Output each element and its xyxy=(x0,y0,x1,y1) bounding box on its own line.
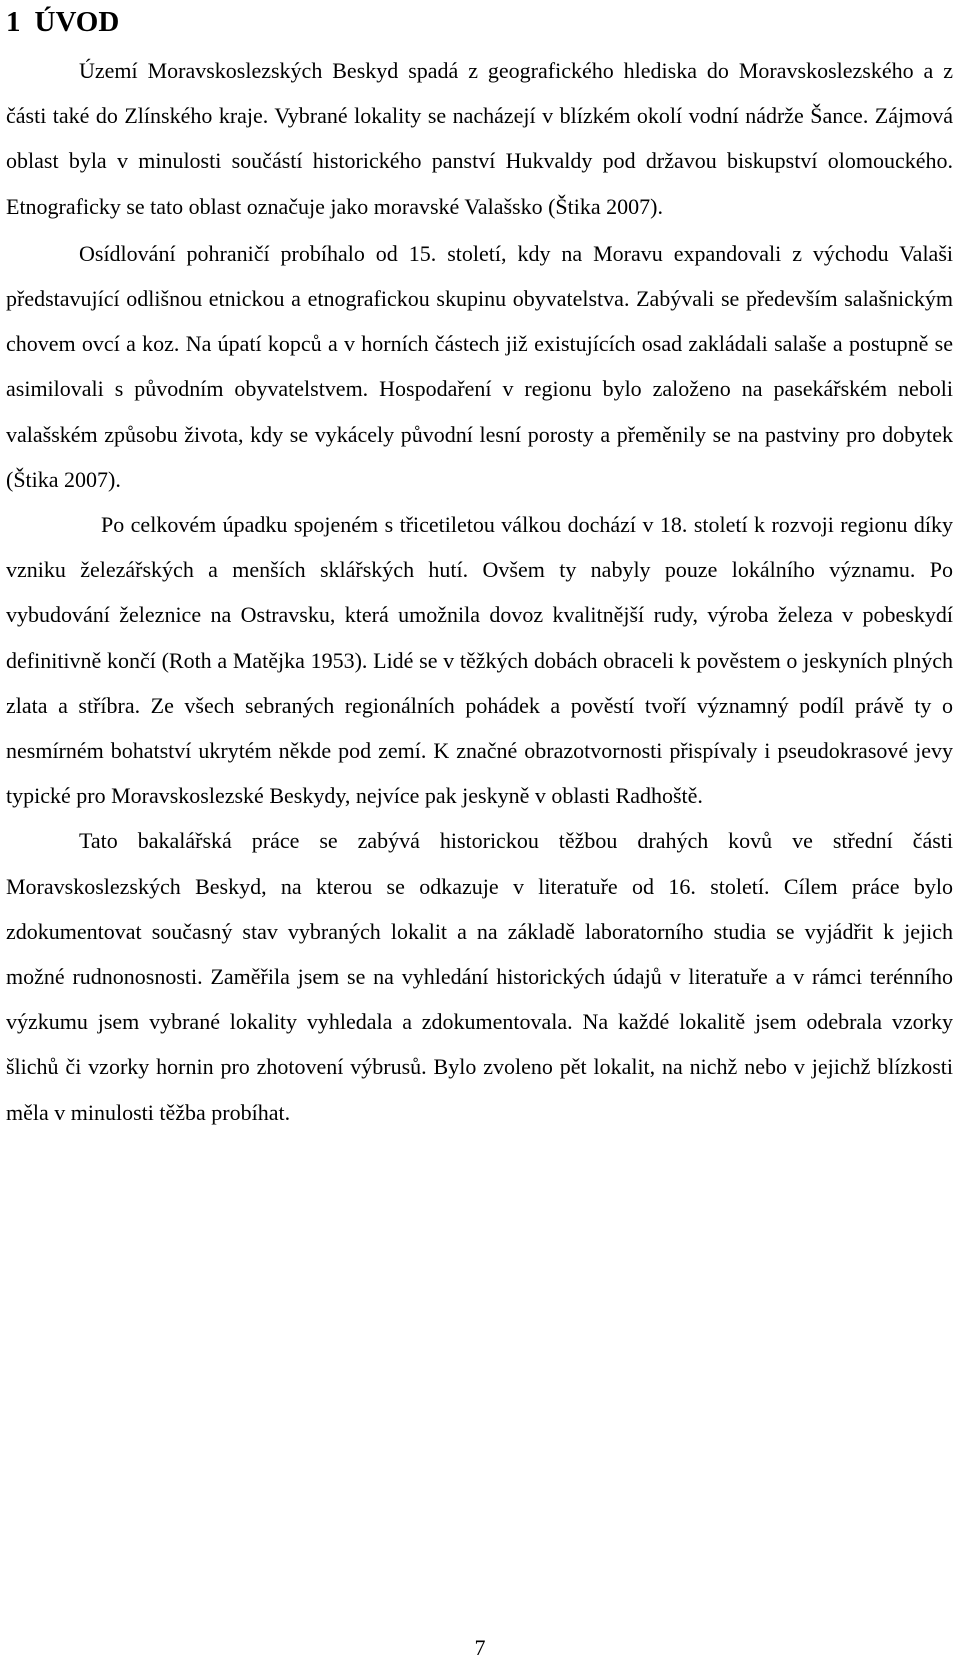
chapter-title: ÚVOD xyxy=(34,6,120,38)
paragraph-3: Po celkovém úpadku spojeném s třicetiletou válkou dochází v 18. století k rozvoji regionu díky vzniku železářských a menších sklářských hutí. Ovšem ty nabyly pouze lokálního významu. Po vybudování železnice na Ostravsku, která umožnila dovoz kvalitnější rudy, výroba železa v pobeskydí definitivně končí (Roth a Matějka 1953). Lidé se v těžkých dobách obraceli k pověstem o jeskyních plných zlata a stříbra. Ze všech sebraných regionálních pohádek a pověstí tvoří významný podíl právě ty o nesmírném bohatství ukrytém někde pod zemí. K značné obrazotvornosti přispívaly i pseudokrasové jevy typické pro Moravskoslezské Beskydy, nejvíce pak jeskyně v oblasti Radhoště. xyxy=(6,512,953,809)
chapter-heading xyxy=(6,0,953,42)
paragraph-2: Osídlování pohraničí probíhalo od 15. století, kdy na Moravu expandovali z východu Valaši představující odlišnou etnickou a etnografickou skupinu obyvatelstva. Zabývali se především salašnickým chovem ovcí a koz. Na úpatí kopců a v horních částech již existujících osad zakládali salaše a postupně se asimilovali s původním obyvatelstvem. Hospodaření v regionu bylo založeno na pasekářském neboli valašském způsobu života, kdy se vykácely původní lesní porosty a přeměnily se na pastviny pro dobytek (Štika 2007). xyxy=(6,240,953,492)
paragraph-1: Území Moravskoslezských Beskyd spadá z geografického hlediska do Moravskoslezského a z části také do Zlínského kraje. Vybrané lokality se nacházejí v blízkém okolí vodní nádrže Šance. Zájmová oblast byla v minulosti součástí historického panství Hukvaldy pod državou biskupství olomouckého. Etnograficky se tato oblast označuje jako moravské Valašsko (Štika 2007). xyxy=(6,58,953,219)
chapter-number: 1 xyxy=(6,6,21,38)
page-number: 7 xyxy=(474,1635,486,1660)
paragraph-4: Tato bakalářská práce se zabývá historickou těžbou drahých kovů ve střední části Moravskoslezských Beskyd, na kterou se odkazuje v literatuře od 16. století. Cílem práce bylo zdokumentovat současný stav vybraných lokalit a na základě laboratorního studia se vyjádřit k jejich možné rudnonosnosti. Zaměřila jsem se na vyhledání historických údajů v literatuře a v rámci terénního výzkumu jsem vybrané lokality vyhledala a zdokumentovala. Na každé lokalitě jsem odebrala vzorky šlichů či vzorky hornin pro zhotovení výbrusů. Bylo zvoleno pět lokalit, na nichž nebo v jejichž blízkosti měla v minulosti těžba probíhat. xyxy=(6,828,953,1125)
